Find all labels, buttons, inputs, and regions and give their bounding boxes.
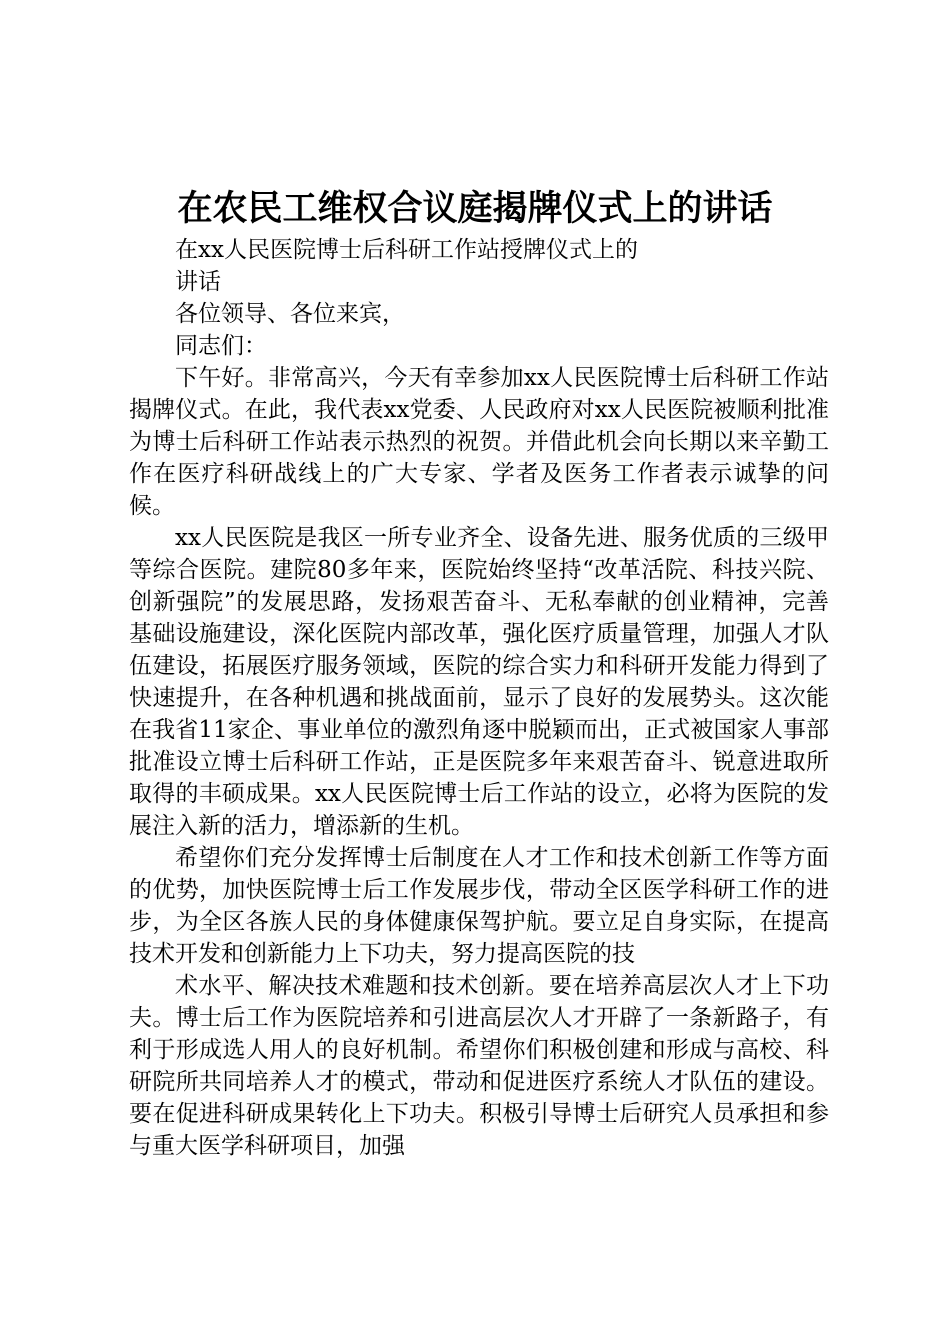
paragraph-hopes: 希望你们充分发挥博士后制度在人才工作和技术创新工作等方面的优势，加快医院博士后工作发展步伐，带动全区医学科研工作的进步，为全区各族人民的身体健康保驾护航。要立足自身实际，在提高技术开发和创新能力上下功夫，努力提高医院的技 xyxy=(129,845,829,967)
subtitle-line-2: 讲话 xyxy=(175,269,221,295)
paragraph-greeting: 下午好。非常高兴，今天有幸参加xx人民医院博士后科研工作站揭牌仪式。在此，我代表xx党委、人民政府对xx人民医院被顺利批准为博士后科研工作站表示热烈的祝贺。并借此机会向长期以来辛勤工作在医疗科研战线上的广大专家、学者及医务工作者表示诚挚的问候。 xyxy=(129,365,829,519)
document-title: 在农民工维权合议庭揭牌仪式上的讲话 xyxy=(177,188,773,229)
paragraph-hospital-intro: xx人民医院是我区一所专业齐全、设备先进、服务优质的三级甲等综合医院。建院80多年来，医院始终坚持“改革活院、科技兴院、创新强院”的发展思路，发扬艰苦奋斗、无私奉献的创业精神，完善基础设施建设，深化医院内部改革，强化医疗质量管理，加强人才队伍建设，拓展医疗服务领域，医院的综合实力和科研开发能力得到了快速提升，在各种机遇和挑战面前，显示了良好的发展势头。这次能在我省11家企、事业单位的激烈角逐中脱颖而出，正式被国家人事部批准设立博士后科研工作站，正是医院多年来艰苦奋斗、锐意进取所取得的丰硕成果。xx人民医院博士后工作站的设立，必将为医院的发展注入新的活力，增添新的生机。 xyxy=(129,525,829,839)
salutation: 各位领导、各位来宾， xyxy=(175,301,405,327)
subtitle-line-1: 在xx人民医院博士后科研工作站授牌仪式上的 xyxy=(175,237,638,263)
salutation-comrades: 同志们： xyxy=(175,333,267,359)
paragraph-continuation: 术水平、解决技术难题和技术创新。要在培养高层次人才上下功夫。博士后工作为医院培养和引进高层次人才开辟了一条新路子，有利于形成选人用人的良好机制。希望你们积极创建和形成与高校、科研院所共同培养人才的模式，带动和促进医疗系统人才队伍的建设。要在促进科研成果转化上下功夫。积极引导博士后研究人员承担和参与重大医学科研项目，加强 xyxy=(129,973,829,1159)
document-body xyxy=(129,234,829,1162)
